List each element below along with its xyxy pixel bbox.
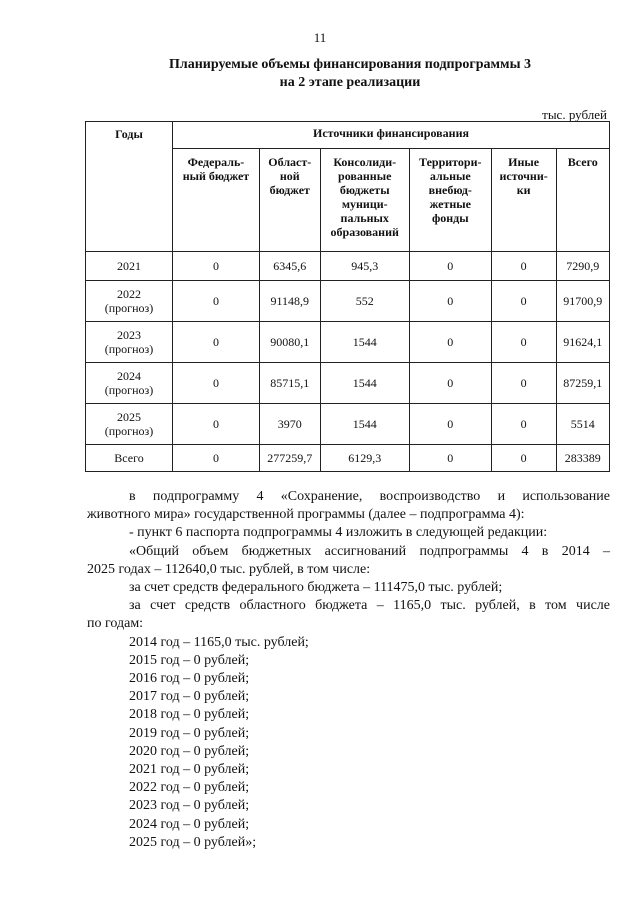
year-cell [86, 281, 173, 322]
column-header: Консолиди- рованные бюджеты муници- пальных образований [320, 149, 409, 252]
value-cell: 5514 [556, 404, 610, 445]
value-cell: 0 [409, 404, 491, 445]
value-cell: 0 [409, 363, 491, 404]
year-value: 2021 [117, 259, 141, 273]
value-cell: 90080,1 [259, 322, 320, 363]
body-text [87, 488, 610, 852]
year-allocation-line: 2019 год – 0 рублей; [129, 725, 250, 741]
year-allocation-line: 2023 год – 0 рублей; [129, 798, 250, 814]
header-sources: Источники финансирования [173, 122, 610, 149]
column-header: Федераль- ный бюджет [173, 149, 260, 252]
years-list [87, 634, 610, 852]
year-allocation-line: 2022 год – 0 рублей; [129, 780, 250, 796]
value-cell: 91148,9 [259, 281, 320, 322]
table-body [86, 252, 610, 472]
year-allocation-line: 2018 год – 0 рублей; [129, 707, 250, 723]
header-years: Годы [86, 122, 173, 252]
table-row [86, 322, 610, 363]
column-header: Иные источни- ки [491, 149, 556, 252]
value-cell: 0 [173, 252, 260, 281]
year-cell [86, 445, 173, 472]
value-cell: 3970 [259, 404, 320, 445]
value-cell: 87259,1 [556, 363, 610, 404]
table-title-line-2: на 2 этапе реализации [279, 75, 421, 90]
year-note: (прогноз) [104, 424, 154, 438]
table-row [86, 363, 610, 404]
year-value: Всего [114, 451, 144, 465]
column-header: Территори- альные внебюд- жетные фонды [409, 149, 491, 252]
paragraph-1-line-1: в подпрограмму 4 «Сохранение, воспроизводство и использование [129, 489, 610, 504]
paragraph-3-line-1: «Общий объем бюджетных ассигнований подпрограммы 4 в 2014 – [129, 543, 610, 559]
value-cell: 7290,9 [556, 252, 610, 281]
year-note: (прогноз) [104, 301, 154, 315]
year-value: 2023 [117, 328, 141, 342]
table-title [60, 56, 640, 92]
value-cell: 945,3 [320, 252, 409, 281]
year-note: (прогноз) [104, 383, 154, 397]
paragraph-1-line-2: животного мира» государственной программы (далее – подпрограмма 4): [87, 507, 525, 523]
value-cell: 0 [409, 252, 491, 281]
year-allocation-line: 2025 год – 0 рублей»; [129, 834, 257, 850]
value-cell: 0 [491, 322, 556, 363]
value-cell: 1544 [320, 322, 409, 363]
value-cell: 0 [491, 363, 556, 404]
value-cell: 0 [491, 404, 556, 445]
year-note: (прогноз) [104, 342, 154, 356]
table-row [86, 445, 610, 472]
paragraph-5-line-1: за счет средств областного бюджета – 1165,0 тыс. рублей, в том числе [129, 598, 610, 614]
paragraph-5-line-2: по годам: [87, 616, 144, 632]
value-cell: 1544 [320, 363, 409, 404]
year-value: 2024 [117, 369, 141, 383]
value-cell: 0 [409, 445, 491, 472]
table-title-line-1: Планируемые объемы финансирования подпрограммы 3 [168, 57, 532, 72]
paragraph-2: - пункт 6 паспорта подпрограммы 4 изложить в следующей редакции: [129, 525, 548, 541]
value-cell: 0 [491, 445, 556, 472]
year-cell [86, 363, 173, 404]
value-cell: 1544 [320, 404, 409, 445]
value-cell: 0 [173, 445, 260, 472]
table-row [86, 252, 610, 281]
column-header: Област- ной бюджет [259, 149, 320, 252]
units-label: тыс. рублей [542, 107, 607, 122]
year-allocation-line: 2016 год – 0 рублей; [129, 671, 250, 687]
year-cell [86, 322, 173, 363]
year-cell [86, 252, 173, 281]
paragraph-4: за счет средств федерального бюджета – 111475,0 тыс. рублей; [129, 580, 503, 596]
value-cell: 6129,3 [320, 445, 409, 472]
year-allocation-line: 2024 год – 0 рублей; [129, 816, 250, 832]
value-cell: 91624,1 [556, 322, 610, 363]
year-allocation-line: 2014 год – 1165,0 тыс. рублей; [129, 634, 309, 650]
value-cell: 0 [491, 281, 556, 322]
value-cell: 0 [173, 404, 260, 445]
year-allocation-line: 2017 год – 0 рублей; [129, 689, 250, 705]
year-allocation-line: 2021 год – 0 рублей; [129, 762, 250, 778]
column-header: Всего [556, 149, 610, 252]
year-allocation-line: 2015 год – 0 рублей; [129, 652, 250, 668]
value-cell: 85715,1 [259, 363, 320, 404]
value-cell: 0 [491, 252, 556, 281]
value-cell: 6345,6 [259, 252, 320, 281]
value-cell: 0 [173, 281, 260, 322]
value-cell: 0 [409, 281, 491, 322]
paragraph-3-line-2: 2025 годах – 112640,0 тыс. рублей, в том числе: [87, 561, 371, 577]
value-cell: 91700,9 [556, 281, 610, 322]
year-value: 2025 [117, 410, 141, 424]
year-allocation-line: 2020 год – 0 рублей; [129, 743, 250, 759]
value-cell: 277259,7 [259, 445, 320, 472]
table-row [86, 404, 610, 445]
value-cell: 0 [173, 322, 260, 363]
value-cell: 0 [173, 363, 260, 404]
year-cell [86, 404, 173, 445]
year-value: 2022 [117, 287, 141, 301]
page-number: 11 [313, 30, 327, 45]
financing-table [85, 121, 610, 472]
value-cell: 283389 [556, 445, 610, 472]
value-cell: 0 [409, 322, 491, 363]
table-row [86, 281, 610, 322]
value-cell: 552 [320, 281, 409, 322]
